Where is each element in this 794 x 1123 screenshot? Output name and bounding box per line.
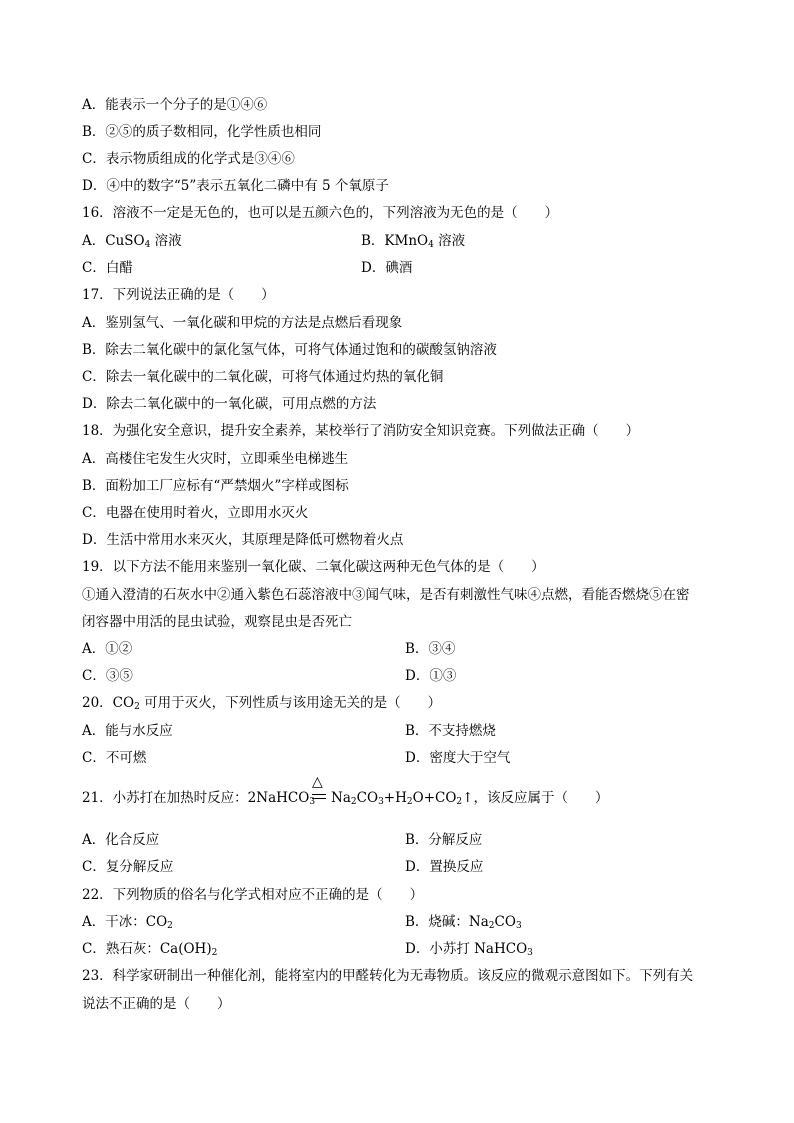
q16-option-b: B．KMnO$_4$ 溶液 <box>361 233 466 250</box>
equals-bar-top <box>312 794 326 795</box>
q21-option-c: C．复分解反应 <box>82 859 174 875</box>
q21-option-a: A．化合反应 <box>82 832 160 848</box>
q16-stem: 16．溶液不一定是无色的，也可以是五颜六色的，下列溶液为无色的是（ ） <box>82 205 559 221</box>
q17-option-c: C．除去一氧化碳中的二氧化碳，可将气体通过灼热的氧化铜 <box>82 369 444 385</box>
q20-option-c: C．不可燃 <box>82 750 147 766</box>
q15-option-b: B．②⑤的质子数相同，化学性质也相同 <box>82 124 322 140</box>
q18-option-b: B．面粉加工厂应标有“严禁烟火”字样或图标 <box>82 478 349 494</box>
q17-stem: 17．下列说法正确的是（ ） <box>82 287 275 303</box>
q15-option-d: D．④中的数字“5”表示五氧化二磷中有 5 个氧原子 <box>82 178 389 194</box>
q17-option-d: D．除去二氧化碳中的一氧化碳，可用点燃的方法 <box>82 396 377 412</box>
equals-bar-bottom <box>312 798 326 799</box>
q18-option-d: D．生活中常用水来灭火，其原理是降低可燃物着火点 <box>82 532 404 548</box>
q21-stem: 21．小苏打在加热时反应：2NaHCO$_3$ $Na_2CO_3+H_2O+CO_2↑$，该反应属于（ ） <box>82 790 609 807</box>
q20-stem: 20．$CO_2$ 可用于灭火，下列性质与该用途无关的是（ ） <box>82 695 442 712</box>
q18-option-a: A．高楼住宅发生火灾时，立即乘坐电梯逃生 <box>82 451 349 467</box>
q18-stem: 18．为强化安全意识，提升安全素养，某校举行了消防安全知识竞赛。下列做法正确（ ） <box>82 423 640 439</box>
q22-option-c: C．熟石灰：$Ca(OH)_2$ <box>82 941 218 958</box>
q19-methods-line1: ①通入澄清的石灰水中②通入紫色石蕊溶液中③闻气味，是否有刺激性气味④点燃，看能否燃烧⑤在密 <box>82 587 690 603</box>
q18-option-c: C．电器在使用时着火，立即用水灭火 <box>82 505 309 521</box>
q16-option-c: C．白醋 <box>82 260 133 276</box>
q22-option-b: B．烧碱：$Na_2CO_3$ <box>405 914 522 931</box>
q16-option-a: A．CuSO$_4$ 溶液 <box>82 233 182 250</box>
q17-option-a: A．鉴别氢气、一氧化碳和甲烷的方法是点燃后看现象 <box>82 315 403 331</box>
q23-stem-line1: 23．科学家研制出一种催化剂，能将室内的甲醛转化为无毒物质。该反应的微观示意图如下。下列有关 <box>82 968 694 984</box>
q16-option-d: D．碘酒 <box>361 260 413 276</box>
q19-option-b: B．③④ <box>405 641 456 657</box>
q19-option-c: C．③⑤ <box>82 668 133 684</box>
heating-delta-icon: △ <box>312 774 323 790</box>
q21-option-d: D．置换反应 <box>405 859 484 875</box>
q15-option-c: C．表示物质组成的化学式是③④⑥ <box>82 151 295 167</box>
q19-stem: 19．以下方法不能用来鉴别一氧化碳、二氧化碳这两种无色气体的是（ ） <box>82 559 545 575</box>
q22-option-a: A．干冰：$CO_2$ <box>82 914 173 931</box>
q19-option-a: A．①② <box>82 641 133 657</box>
q20-option-b: B．不支持燃烧 <box>405 723 496 739</box>
q23-stem-line2: 说法不正确的是（ ） <box>82 996 231 1012</box>
q19-option-d: D．①③ <box>405 668 457 684</box>
q21-option-b: B．分解反应 <box>405 832 483 848</box>
q20-option-a: A．能与水反应 <box>82 723 173 739</box>
q20-option-d: D．密度大于空气 <box>405 750 511 766</box>
q15-option-a: A．能表示一个分子的是①④⑥ <box>82 97 268 113</box>
q22-stem: 22．下列物质的俗名与化学式相对应不正确的是（ ） <box>82 887 424 903</box>
q22-option-d: D．小苏打 NaHCO$_3$ <box>405 941 533 958</box>
q19-methods-line2: 闭容器中用活的昆虫试验，观察昆虫是否死亡 <box>82 614 352 630</box>
q17-option-b: B．除去二氧化碳中的氯化氢气体，可将气体通过饱和的碳酸氢钠溶液 <box>82 342 497 358</box>
